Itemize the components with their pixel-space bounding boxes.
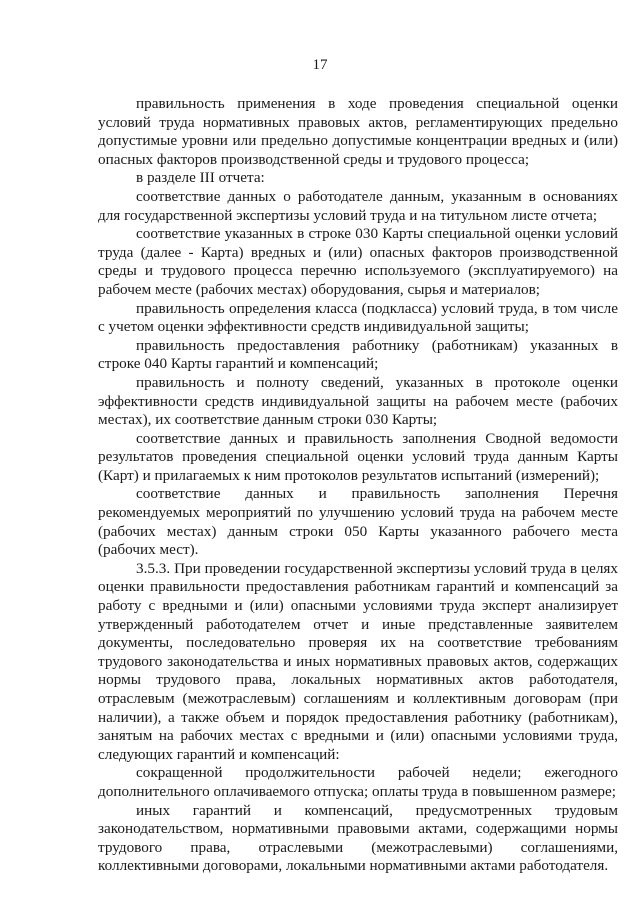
section-3-5-3-paragraph: 3.5.3. При проведении государственной экспертизы условий труда в целях оценки правильности предоставления работникам гарантий и компенсаций за работу с вредными и (или) опасными условиями труда эксперт анализирует утвержденный работодателем отчет и иные представленные заявителем документы, последовательно проверяя их на соответствие требованиям трудового законодательства и иных нормативных правовых актов, содержащих нормы трудового права, локальных нормативных актов работодателя, отраслевым (межотраслевым) соглашениям и коллективным договорам (при наличии), а также объем и порядок предоставления работнику (работникам), занятым на рабочих местах с вредными и (или) опасными условиями труда, следующих гарантий и компенсаций:	[98, 559, 618, 763]
paragraph: соответствие данных и правильность заполнения Сводной ведомости результатов проведения специальной оценки условий труда данным Карты (Карт) и прилагаемых к ним протоколов результатов испытаний (измерений);	[98, 429, 618, 484]
paragraph: иных гарантий и компенсаций, предусмотренных трудовым законодательством, нормативными правовыми актами, содержащими нормы трудового права, отраслевыми (межотраслевыми) соглашениями, коллективными договорами, локальными нормативными актами работодателя.	[98, 801, 618, 875]
paragraph: сокращенной продолжительности рабочей недели; ежегодного дополнительного оплачиваемого отпуска; оплаты труда в повышенном размере;	[98, 764, 618, 800]
paragraph: соответствие указанных в строке 030 Карты специальной оценки условий труда (далее - Карта) вредных и (или) опасных факторов производственной среды и трудового процесса перечню используемого (эксплуатируемого) на рабочем месте (рабочих местах) оборудования, сырья и материалов;	[98, 225, 618, 298]
paragraph: соответствие данных о работодателе данным, указанным в основаниях для государственной экспертизы условий труда и на титульном листе отчета;	[98, 187, 618, 224]
paragraph: правильность и полноту сведений, указанных в протоколе оценки эффективности средств индивидуальной защиты на рабочем месте (рабочих местах), их соответствие данным строки 030 Карты;	[98, 373, 618, 429]
paragraph: правильность предоставления работнику (работникам) указанных в строке 040 Карты гарантий и компенсаций;	[98, 336, 618, 373]
paragraph: правильность определения класса (подкласса) условий труда, в том числе с учетом оценки эффективности средств индивидуальной защиты;	[98, 299, 618, 336]
paragraph: в разделе III отчета:	[136, 169, 265, 187]
document-body	[98, 95, 618, 876]
paragraph: соответствие данных и правильность заполнения Перечня рекомендуемых мероприятий по улучшению условий труда на рабочем месте (рабочих местах) данным строки 050 Карты указанного рабочего места (рабочих мест).	[98, 485, 618, 559]
paragraph: правильность применения в ходе проведения специальной оценки условий труда нормативных правовых актов, регламентирующих предельно допустимые уровни или предельно допустимые концентрации вредных и (или) опасных факторов производственной среды и трудового процесса;	[98, 95, 618, 168]
page-number: 17	[312, 57, 328, 73]
